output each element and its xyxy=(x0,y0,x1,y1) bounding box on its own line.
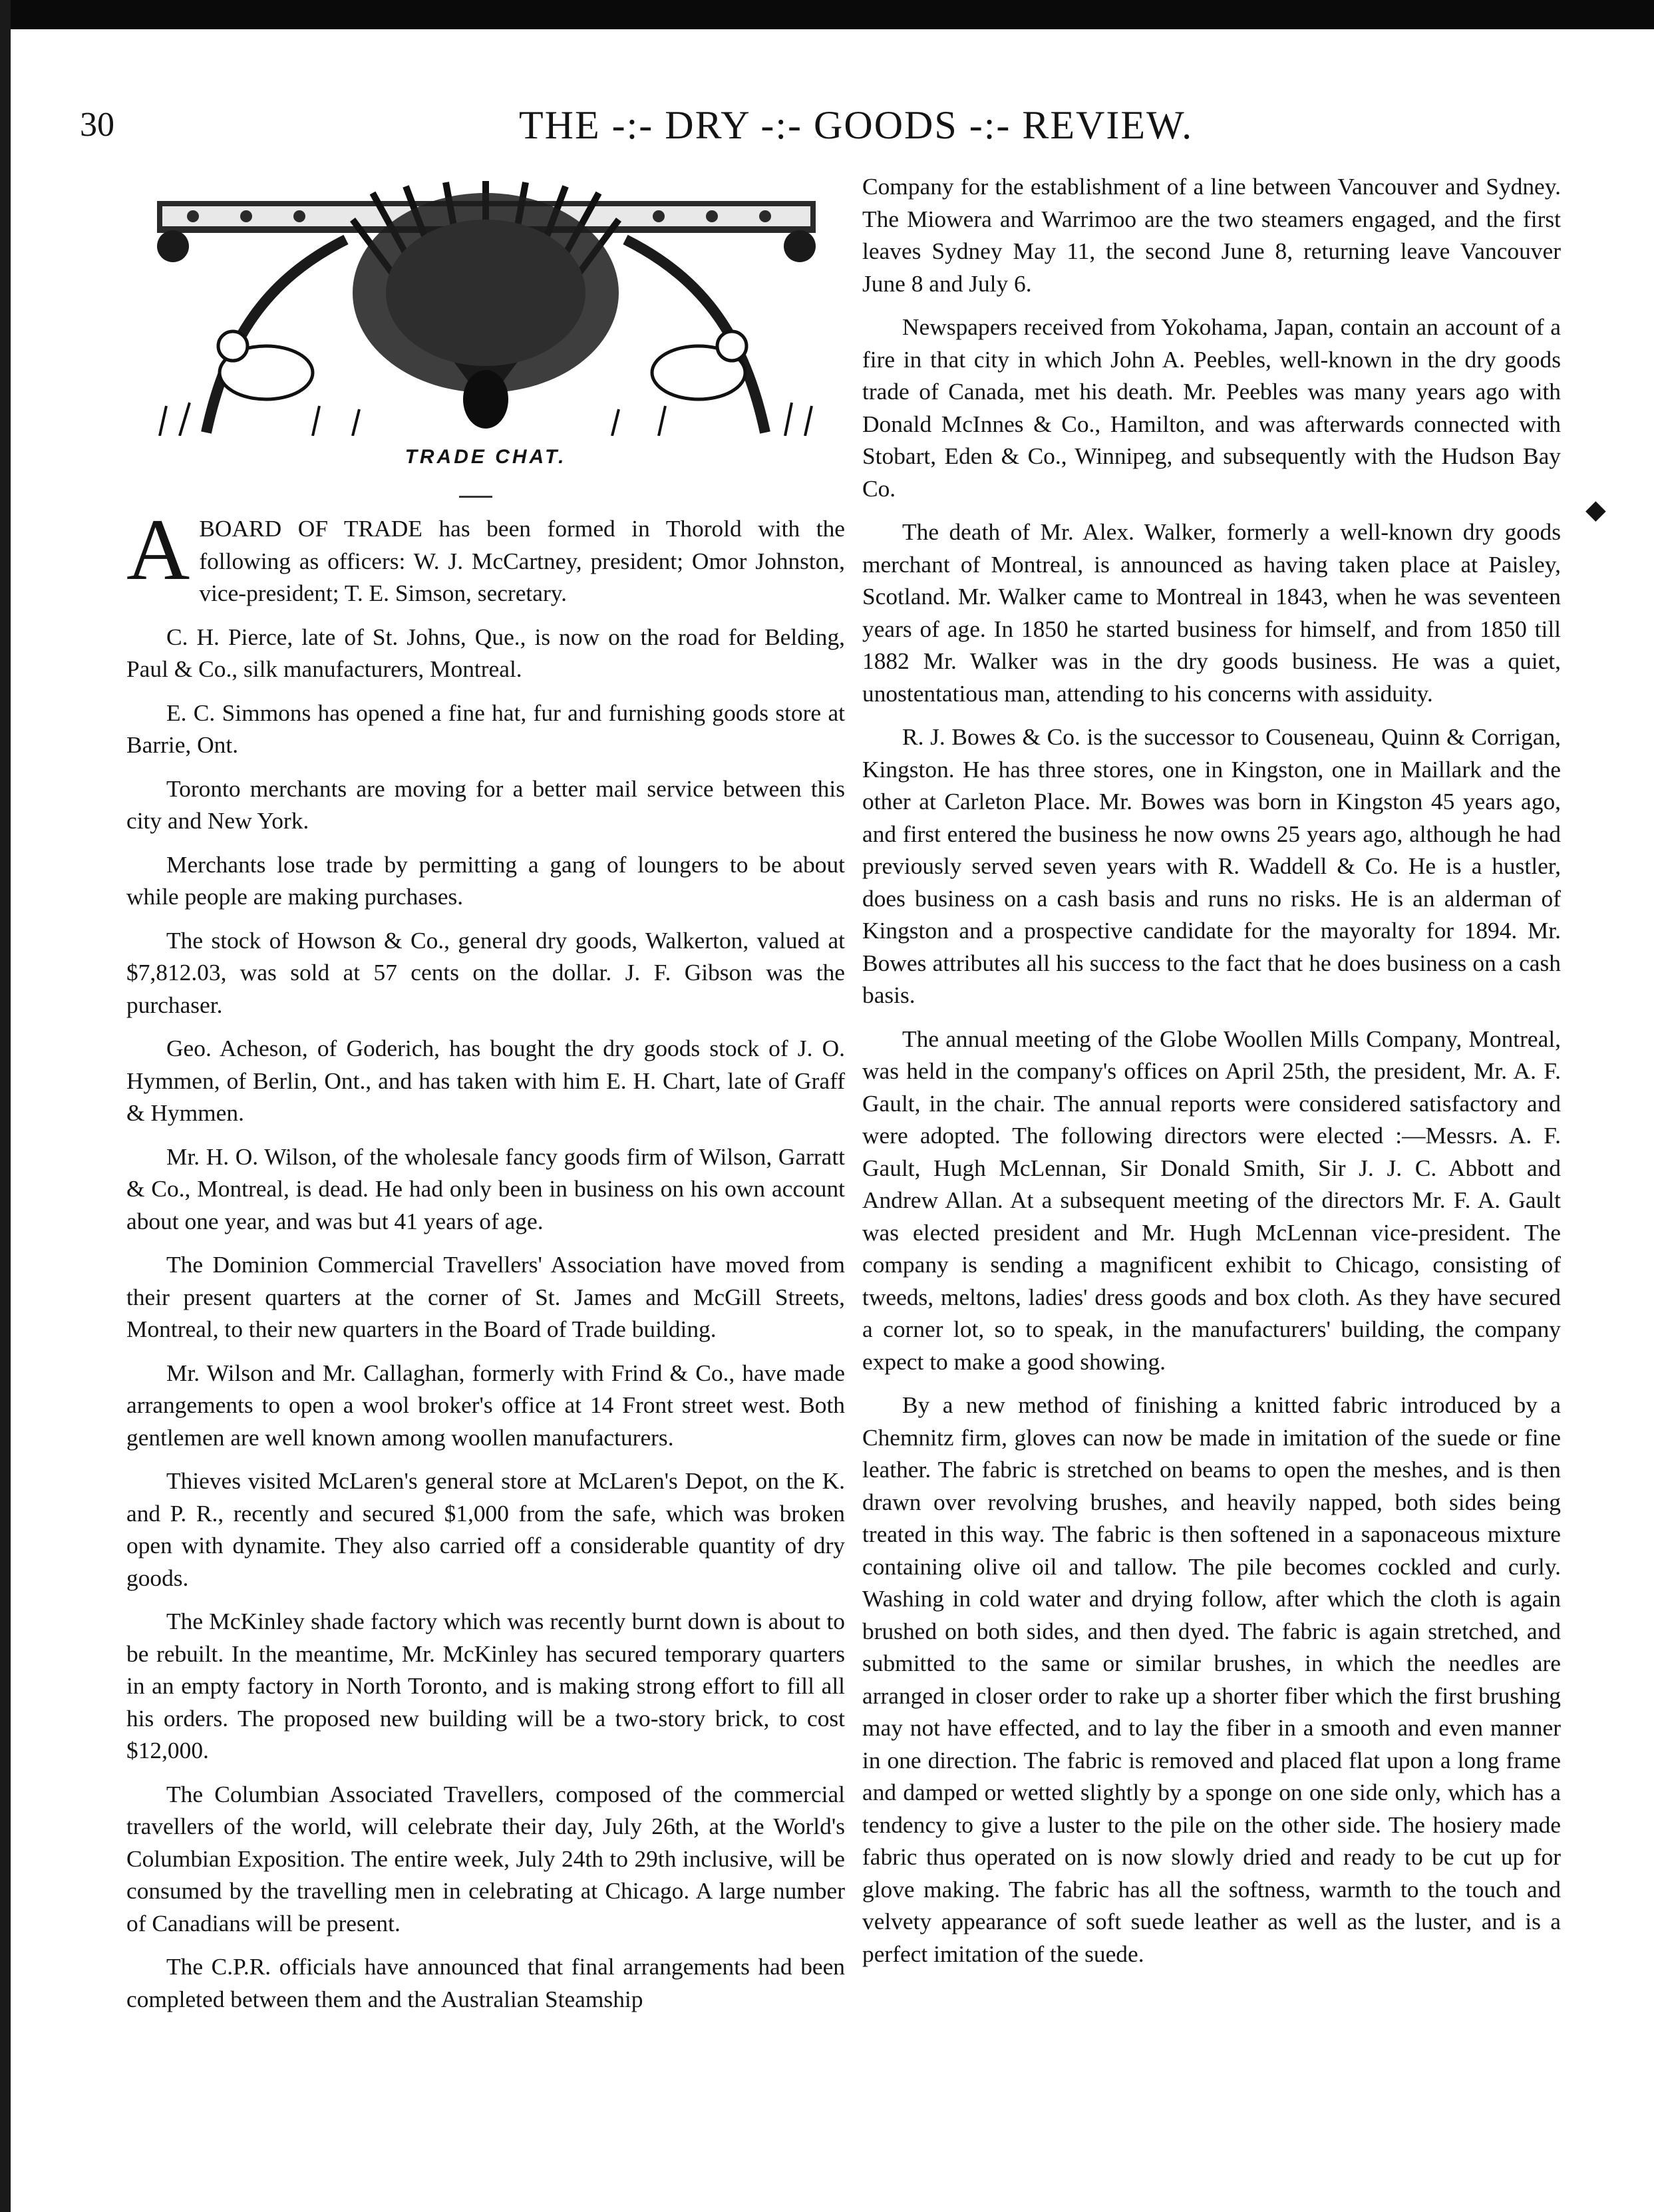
article-paragraph: The Dominion Commercial Travellers' Association have moved from their present quarters at the corner of St. James and McGill Streets, Montreal, to their new quarters in the Board of Trade building. xyxy=(126,1251,845,1342)
lead-caps: BOARD OF TRADE xyxy=(199,515,422,542)
article-paragraph: The death of Mr. Alex. Walker, formerly a well-known dry goods merchant of Montreal, is announced as having taken place at Paisley, Scotland. Mr. Walker came to Montreal in 1843, when he was seventeen years of age. In 1850 he started business for himself, and from 1850 till 1882 Mr. Walker was in the dry goods business. He was a quiet, unostentatious man, attending to his concerns with assiduity. xyxy=(862,518,1561,707)
continuation-paragraph: Company for the establishment of a line between Vancouver and Sydney. The Miowera and Warrimoo are the two steamers engaged, and the first leaves Sydney May 11, the second June 8, returning leave Vancouver June 8 and July 6. xyxy=(862,173,1561,297)
article-paragraph: Mr. H. O. Wilson, of the wholesale fancy goods firm of Wilson, Garratt & Co., Montreal, is dead. He had only been in business on his own account about one year, and was but 41 years of age. xyxy=(126,1143,845,1234)
scan-top-border xyxy=(0,0,1654,29)
article-paragraph: Merchants lose trade by permitting a gang of loungers to be about while people are making purchases. xyxy=(126,850,845,910)
right-column xyxy=(862,170,1561,1981)
page-header xyxy=(80,98,1557,152)
lead-text: has been formed in Thorold with the following as officers: W. J. McCartney, president; Omor Johnston, vice-president; T. E. Simson, secretary. xyxy=(199,515,845,606)
title-divider xyxy=(459,496,492,498)
article-paragraph: The annual meeting of the Globe Woollen Mills Company, Montreal, was held in the company's offices on April 25th, the president, Mr. A. F. Gault, in the chair. The annual reports were considered satisfactory and were adopted. The following directors were elected :—Messrs. A. F. Gault, Hugh McLennan, Sir Donald Smith, Sir J. J. C. Abbott and Andrew Allan. At a subsequent meeting of the directors Mr. F. A. Gault was elected president and Mr. Hugh McLennan vice-president. The company is sending a magnificent exhibit to Chicago, consisting of tweeds, meltons, ladies' dress goods and box cloth. As they have secured a corner lot, so to speak, in the manufacturers' building, the company expect to make a good showing. xyxy=(862,1025,1561,1375)
article-paragraph: By a new method of finishing a knitted fabric introduced by a Chemnitz firm, gloves can now be made in imitation of the suede or fine leather. The fabric is stretched on beams to open the meshes, and is then drawn over revolving brushes, and heavily napped, both sides being treated in this way. The fabric is then softened in a saponaceous mixture containing olive oil and tallow. The pile becomes cockled and curly. Washing in cold water and drying follow, after which the cloth is again brushed on both sides, and then dyed. The fabric is again stretched, and submitted to the same or similar brushes, in which the needles are arranged in closer order to rake up a shorter fiber which the first brushing may not have effected, and to lay the fiber in a smooth and even manner in one direction. The fabric is removed and placed flat upon a long frame and damped or wetted slightly by a sponge on one side only, which has a tendency to give a luster to the pile on the other side. The hosiery made fabric thus operated on is now slowly dried and ready to be cut up for glove making. The fabric has all the softness, warmth to the touch and velvety appearance of soft suede leather as well as the luster, and is a perfect imitation of the suede. xyxy=(862,1391,1561,1967)
margin-mark-icon: ◆ xyxy=(1585,494,1606,524)
article-paragraph: The C.P.R. officials have announced that final arrangements had been completed between them and the Australian Steamship xyxy=(126,1953,845,2012)
drop-cap: A xyxy=(126,500,190,598)
article-paragraph: The McKinley shade factory which was recently burnt down is about to be rebuilt. In the meantime, Mr. McKinley has secured temporary quarters in an empty factory in North Toronto, and is making strong effort to fill all his orders. The proposed new building will be a two-story brick, to cost $12,000. xyxy=(126,1608,845,1763)
masthead-title: THE -:- DRY -:- GOODS -:- REVIEW. xyxy=(519,103,1194,147)
article-paragraph: Thieves visited McLaren's general store at McLaren's Depot, on the K. and P. R., recently and secured $1,000 from the safe, which was broken open with dynamite. They also carried off a considerable quantity of dry goods. xyxy=(126,1467,845,1591)
article-paragraph: C. H. Pierce, late of St. Johns, Que., is now on the road for Belding, Paul & Co., silk manufacturers, Montreal. xyxy=(126,623,845,682)
left-column xyxy=(126,500,845,2026)
decorative-peacock-illustration xyxy=(153,180,820,436)
scan-left-edge xyxy=(0,0,11,2212)
article-paragraph: Geo. Acheson, of Goderich, has bought the dry goods stock of J. O. Hymmen, of Berlin, Ont., and has taken with him E. H. Chart, late of Graff & Hymmen. xyxy=(126,1035,845,1126)
section-title: TRADE CHAT. xyxy=(405,446,567,468)
article-paragraph: Newspapers received from Yokohama, Japan, contain an account of a fire in that city in which John A. Peebles, well-known in the dry goods trade of Canada, met his death. Mr. Peebles was many years ago with Donald McInnes & Co., Hamilton, and was afterwards connected with Stobart, Eden & Co., Winnipeg, and subsequently with the Hudson Bay Co. xyxy=(862,313,1561,502)
page-number: 30 xyxy=(80,106,114,144)
article-paragraph: E. C. Simmons has opened a fine hat, fur and furnishing goods store at Barrie, Ont. xyxy=(126,699,845,758)
article-paragraph: R. J. Bowes & Co. is the successor to Couseneau, Quinn & Corrigan, Kingston. He has three stores, one in Kingston, one in Maillark and the other at Carleton Place. Mr. Bowes was born in Kingston 45 years ago, and first entered the business he now owns 25 years ago, although he had previously served seven years with R. Waddell & Co. He is a hustler, does business on a cash basis and runs no risks. He is an alderman of Kingston and a prospective candidate for the mayoralty for 1894. Mr. Bowes attributes all his success to the fact that he does business on a cash basis. xyxy=(862,723,1561,1008)
article-paragraph: Mr. Wilson and Mr. Callaghan, formerly with Frind & Co., have made arrangements to open a wool broker's office at 14 Front street west. Both gentlemen are well known among woollen manufacturers. xyxy=(126,1359,845,1451)
article-paragraph: Toronto merchants are moving for a better mail service between this city and New York. xyxy=(126,775,845,834)
article-paragraph: The Columbian Associated Travellers, composed of the commercial travellers of the world, will celebrate their day, July 26th, at the World's Columbian Exposition. The entire week, July 24th to 29th inclusive, will be consumed by the travelling men in celebrating at Chicago. A large number of Canadians will be present. xyxy=(126,1780,845,1936)
article-paragraph: The stock of Howson & Co., general dry goods, Walkerton, valued at $7,812.03, was sold at 57 cents on the dollar. J. F. Gibson was the purchaser. xyxy=(126,926,845,1018)
lead-paragraph xyxy=(126,500,845,610)
